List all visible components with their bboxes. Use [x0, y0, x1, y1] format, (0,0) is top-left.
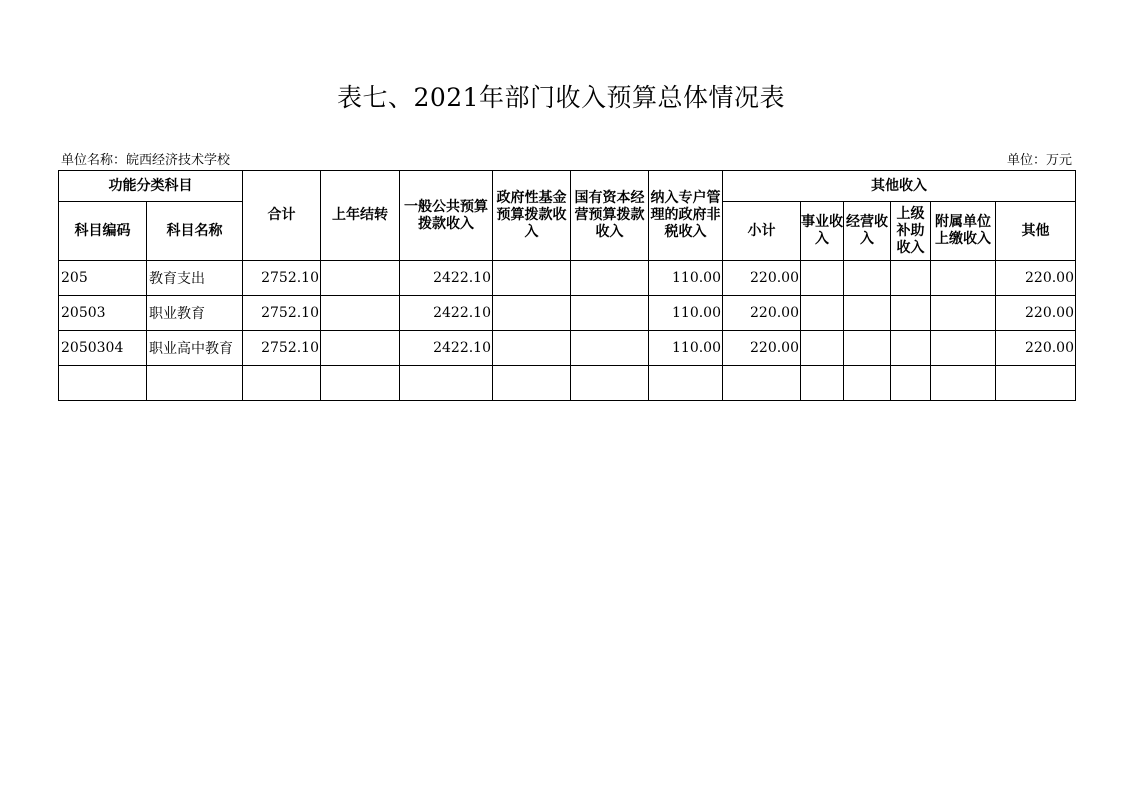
header-superior-subsidy: 上级补助收入 [891, 202, 931, 261]
unit-name-label: 单位名称：皖西经济技术学校 [61, 153, 231, 168]
header-other: 其他 [996, 202, 1076, 261]
cell-carryover [321, 331, 400, 366]
cell-business [801, 261, 844, 296]
cell-affiliated [931, 366, 996, 401]
header-general-budget: 一般公共预算拨款收入 [400, 171, 493, 261]
cell-business [801, 366, 844, 401]
cell-special-fiscal: 110.00 [649, 261, 723, 296]
header-subtotal: 小计 [723, 202, 801, 261]
cell-business [801, 296, 844, 331]
header-total: 合计 [243, 171, 321, 261]
cell-affiliated [931, 296, 996, 331]
cell-general-budget [400, 366, 493, 401]
cell-code: 20503 [59, 296, 147, 331]
header-gov-fund: 政府性基金预算拨款收入 [493, 171, 571, 261]
cell-other: 220.00 [996, 296, 1076, 331]
cell-operating [844, 261, 891, 296]
cell-gov-fund [493, 366, 571, 401]
cell-state-capital [571, 366, 649, 401]
income-budget-table [58, 170, 1076, 401]
header-other-income: 其他收入 [723, 171, 1076, 202]
cell-state-capital [571, 331, 649, 366]
cell-total [243, 366, 321, 401]
cell-business [801, 331, 844, 366]
header-func-category: 功能分类科目 [59, 171, 243, 202]
cell-total: 2752.10 [243, 331, 321, 366]
cell-general-budget: 2422.10 [400, 296, 493, 331]
header-carryover: 上年结转 [321, 171, 400, 261]
cell-general-budget: 2422.10 [400, 261, 493, 296]
cell-special-fiscal: 110.00 [649, 296, 723, 331]
cell-gov-fund [493, 331, 571, 366]
cell-name: 职业教育 [147, 296, 243, 331]
cell-carryover [321, 261, 400, 296]
header-operating: 经营收入 [844, 202, 891, 261]
header-business: 事业收入 [801, 202, 844, 261]
cell-total: 2752.10 [243, 296, 321, 331]
header-name: 科目名称 [147, 202, 243, 261]
cell-other [996, 366, 1076, 401]
cell-superior-subsidy [891, 366, 931, 401]
cell-state-capital [571, 261, 649, 296]
cell-operating [844, 296, 891, 331]
cell-subtotal: 220.00 [723, 296, 801, 331]
cell-total: 2752.10 [243, 261, 321, 296]
header-state-capital: 国有资本经营预算拨款收入 [571, 171, 649, 261]
unit-label: 单位：万元 [1006, 153, 1072, 168]
cell-carryover [321, 366, 400, 401]
cell-carryover [321, 296, 400, 331]
cell-superior-subsidy [891, 261, 931, 296]
cell-subtotal [723, 366, 801, 401]
cell-code: 2050304 [59, 331, 147, 366]
cell-name: 教育支出 [147, 261, 243, 296]
cell-operating [844, 331, 891, 366]
header-code: 科目编码 [59, 202, 147, 261]
cell-state-capital [571, 296, 649, 331]
cell-other: 220.00 [996, 261, 1076, 296]
cell-other: 220.00 [996, 331, 1076, 366]
cell-gov-fund [493, 261, 571, 296]
cell-name [147, 366, 243, 401]
header-affiliated: 附属单位上缴收入 [931, 202, 996, 261]
cell-affiliated [931, 331, 996, 366]
cell-general-budget: 2422.10 [400, 331, 493, 366]
header-special-fiscal: 纳入专户管理的政府非税收入 [649, 171, 723, 261]
cell-special-fiscal [649, 366, 723, 401]
table-row [59, 331, 1076, 366]
cell-operating [844, 366, 891, 401]
cell-affiliated [931, 261, 996, 296]
cell-superior-subsidy [891, 296, 931, 331]
cell-gov-fund [493, 296, 571, 331]
table-row [59, 366, 1076, 401]
cell-code: 205 [59, 261, 147, 296]
table-row [59, 296, 1076, 331]
cell-superior-subsidy [891, 331, 931, 366]
cell-subtotal: 220.00 [723, 261, 801, 296]
cell-code [59, 366, 147, 401]
cell-subtotal: 220.00 [723, 331, 801, 366]
cell-name: 职业高中教育 [147, 331, 243, 366]
cell-special-fiscal: 110.00 [649, 331, 723, 366]
page-title: 表七、2021年部门收入预算总体情况表 [336, 83, 786, 112]
table-row [59, 261, 1076, 296]
